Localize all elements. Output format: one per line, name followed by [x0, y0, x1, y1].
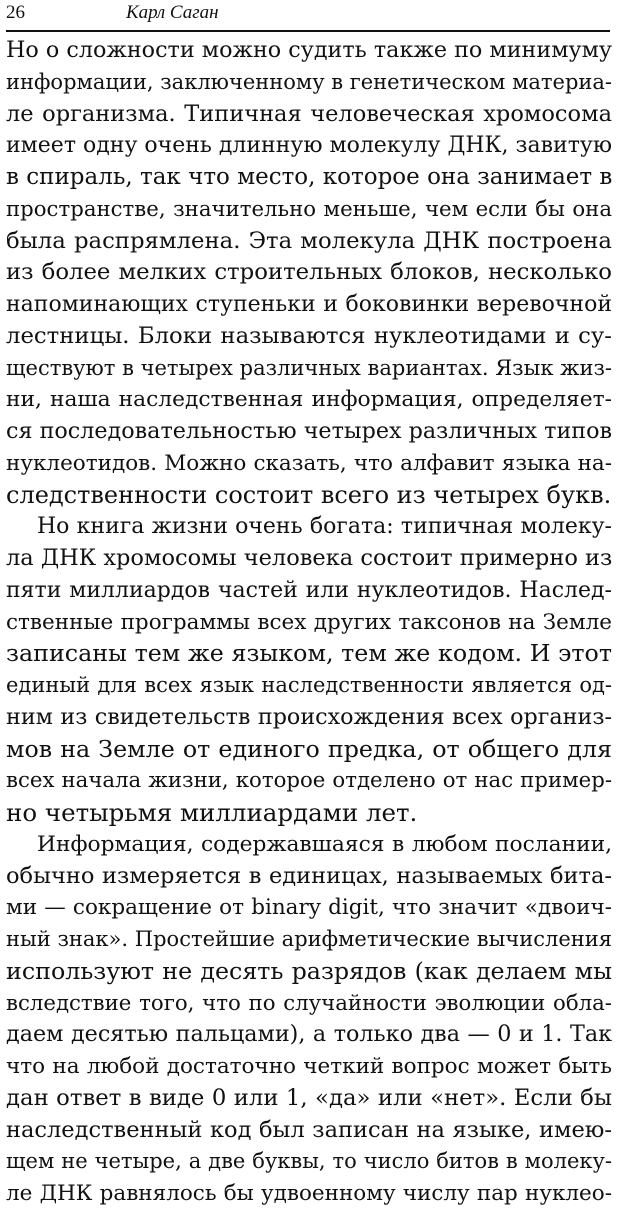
text-line: Информация, содержавшаяся в любом послании, [37, 831, 612, 857]
text-line: ществуют в четырех различных вариантах. Язык жиз- [6, 355, 612, 380]
text-line: мов на Земле от единого предка, от общего для [6, 734, 612, 763]
text-line: вследствие того, что по случайности эволюции обла- [6, 990, 612, 1016]
text-line: используют не десять разрядов (как делаем мы [6, 956, 612, 985]
text-line: записаны тем же языком, тем же кодом. И этот [6, 639, 612, 668]
text-line: пяти миллиардов частей или нуклеотидов. Наслед- [6, 577, 612, 603]
paragraph [6, 35, 612, 511]
text-line: следственности состоит всего из четырех букв. [6, 480, 612, 509]
body-text [6, 35, 612, 1210]
text-line: имеет одну очень длинную молекулу ДНК, завитую [6, 133, 612, 159]
text-line: дан ответ в виде 0 или 1, «да» или «нет». Если бы [6, 1084, 612, 1111]
text-line: в спираль, так что место, которое она занимает в [6, 164, 612, 190]
text-line: ный знак». Простейшие арифметические вычисления [6, 927, 612, 951]
running-head-author: Карл Саган [126, 2, 219, 23]
text-line: нуклеотидов. Можно сказать, что алфавит языка на- [6, 450, 612, 476]
text-line: всех начала жизни, которое отделено от нас пример- [6, 768, 612, 794]
text-line: ми — сокращение от binary digit, что значит «двоич- [6, 895, 612, 921]
paragraph [6, 829, 612, 1210]
text-line: пространстве, значительно меньше, чем если бы она [6, 196, 612, 222]
text-line: ним из свидетельств происхождения всех организ- [6, 703, 612, 730]
text-line: даем десятью пальцами), а только два — 0 и 1. Так [6, 1021, 612, 1048]
page-header [6, 0, 610, 32]
text-line: обычно измеряется в единицах, называемых бита- [6, 862, 612, 889]
text-line: ся последовательностью четырех различных типов [6, 418, 612, 444]
text-line: информации, заключенному в генетическом материа- [6, 69, 612, 94]
text-line: что на любой достаточно четкий вопрос может быть [6, 1054, 612, 1079]
text-line: из более мелких строительных блоков, несколько [6, 259, 612, 286]
text-line: ле ДНК равнялось бы удвоенному числу пар нуклео- [6, 1181, 612, 1206]
paragraph [6, 511, 612, 829]
text-line: лестницы. Блоки называются нуклеотидами и су- [6, 322, 612, 349]
text-line: ственные программы всех других таксонов на Земле [6, 609, 612, 635]
text-line: Но книга жизни очень богата: типичная молеку- [37, 514, 612, 540]
text-line: была распрямлена. Эта молекула ДНК построена [6, 227, 612, 254]
text-line: ла ДНК хромосомы человека состоит примерно из [6, 545, 612, 571]
page-number: 26 [6, 2, 25, 23]
text-line: единый для всех язык наследственности является од- [6, 673, 612, 697]
text-line: ни, наша наследственная информация, определяет- [6, 387, 612, 413]
text-line: ле организма. Типичная человеческая хромосома [6, 100, 612, 127]
text-line: щем не четыре, а две буквы, то число битов в молеку- [6, 1149, 612, 1174]
text-line: но четырьмя миллиардами лет. [6, 798, 418, 827]
text-line: наследственный код был записан на языке, имею- [6, 1116, 612, 1143]
text-line: напоминающих ступеньки и боковинки веревочной [6, 292, 612, 317]
text-line: Но о сложности можно судить также по минимуму [6, 37, 612, 63]
